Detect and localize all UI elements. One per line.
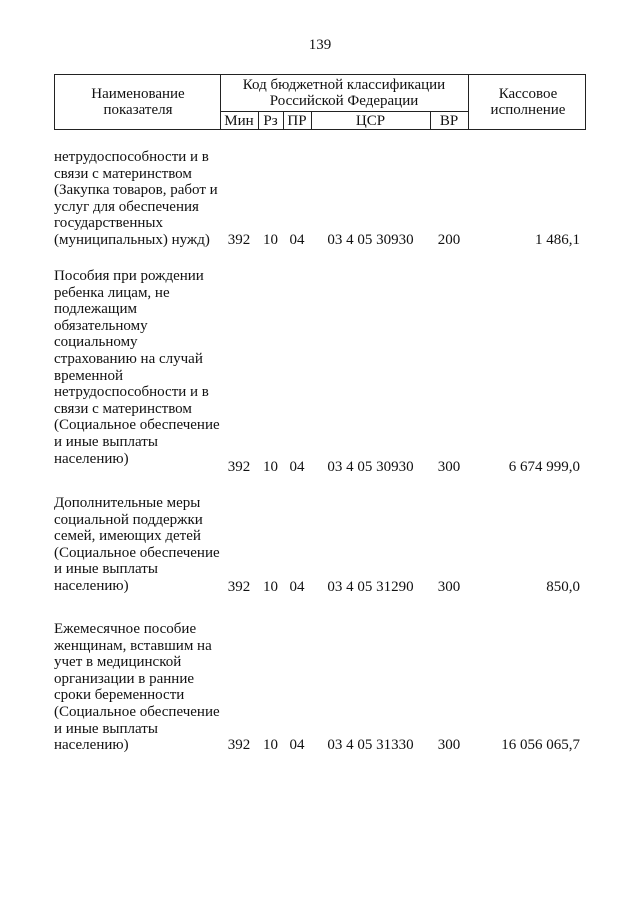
- row-csr: 03 4 05 30930: [327, 232, 414, 248]
- row-csr: 03 4 05 31290: [327, 579, 414, 595]
- row-vr: 300: [437, 459, 461, 475]
- row-amount: 1 486,1: [535, 232, 580, 248]
- header-bottom-border: [54, 129, 586, 130]
- header-pr: ПР: [287, 113, 307, 129]
- row-name: Пособия при рождении ребенка лицам, не подлежащим обязательному социальному страхованию на случай временной нетрудоспособности и в связи с материнством (Социальное обеспечение и иные выплаты населению): [54, 268, 220, 467]
- row-rz: 10: [263, 737, 278, 753]
- row-vr: 300: [437, 579, 461, 595]
- table-row: [54, 495, 594, 595]
- header-csr: ЦСР: [355, 113, 386, 129]
- row-name: Ежемесячное пособие женщинам, вставшим на учет в медицинской организации в ранние сроки беременности (Социальное обеспечение и иные выплаты населению): [54, 621, 220, 754]
- page-number: 139: [308, 37, 332, 53]
- header-vr: ВР: [439, 113, 459, 129]
- row-amount: 6 674 999,0: [508, 459, 580, 475]
- row-pr: 04: [289, 737, 305, 753]
- header-min: Мин: [224, 113, 254, 129]
- header-rz: Рз: [263, 113, 278, 129]
- row-name: Дополнительные меры социальной поддержки семей, имеющих детей (Социальное обеспечение и иные выплаты населению): [54, 495, 220, 594]
- header-amount-col: Кассовое исполнение: [490, 86, 566, 118]
- row-rz: 10: [263, 579, 278, 595]
- row-vr: 300: [437, 737, 461, 753]
- row-csr: 03 4 05 30930: [327, 459, 414, 475]
- table-row: [54, 621, 594, 761]
- row-pr: 04: [289, 459, 305, 475]
- header-divider-amount: [468, 74, 469, 130]
- table-row: [54, 149, 594, 249]
- row-vr: 200: [437, 232, 461, 248]
- table-header: [54, 74, 586, 130]
- row-min: 392: [227, 579, 251, 595]
- row-amount: 850,0: [546, 579, 580, 595]
- row-rz: 10: [263, 459, 278, 475]
- header-code-group: Код бюджетной классификации Российской Федерации: [242, 77, 446, 109]
- row-min: 392: [227, 232, 251, 248]
- row-pr: 04: [289, 232, 305, 248]
- row-name: нетрудоспособности и в связи с материнством (Закупка товаров, работ и услуг для обеспечения государственных (муниципальных) нужд): [54, 149, 218, 248]
- row-csr: 03 4 05 31330: [327, 737, 414, 753]
- header-right-border: [585, 74, 586, 130]
- header-left-border: [54, 74, 55, 130]
- table-row: [54, 268, 594, 475]
- row-rz: 10: [263, 232, 278, 248]
- row-pr: 04: [289, 579, 305, 595]
- row-amount: 16 056 065,7: [501, 737, 580, 753]
- header-name-col: Наименование показателя: [91, 86, 185, 118]
- row-min: 392: [227, 459, 251, 475]
- row-min: 392: [227, 737, 251, 753]
- header-top-border: [54, 74, 586, 75]
